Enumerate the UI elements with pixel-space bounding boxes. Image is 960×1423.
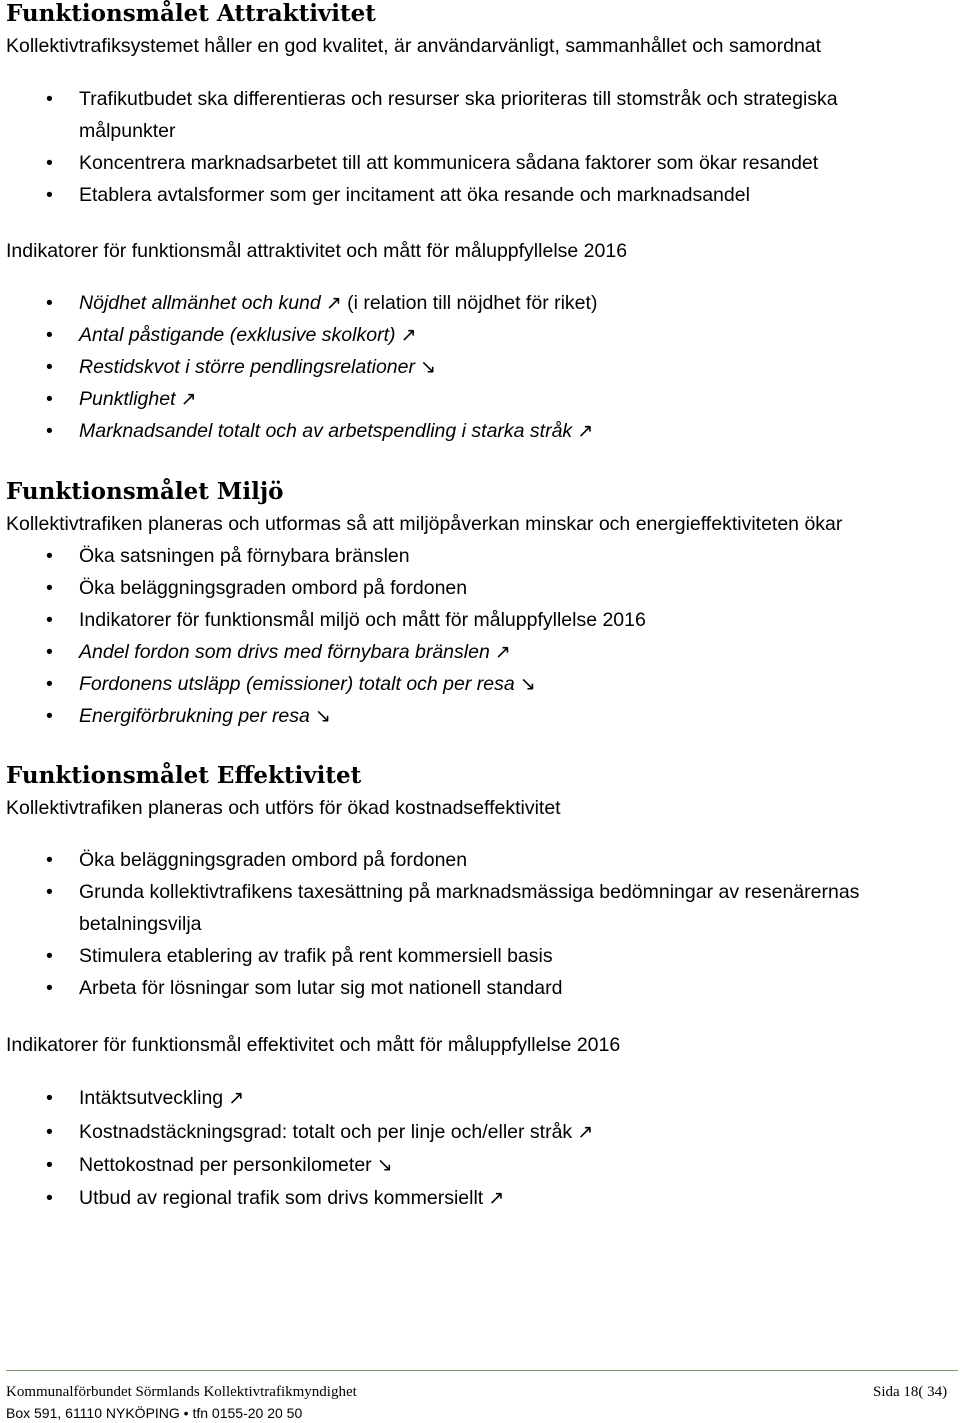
indicator-item [79,420,593,443]
arrow-up-right-icon: ↗ [577,1121,594,1143]
indicators-title-attraktivitet: Indikatorer för funktionsmål attraktivitet och mått för måluppfyllelse 2016 [6,240,628,262]
indicator-item [79,1187,504,1210]
section-intro-miljo: Kollektivtrafiken planeras och utformas så att miljöpåverkan minskar och energieffektiviteten ökar [6,513,843,535]
indicator-item [79,356,436,379]
indicator-text: Restidskvot i större pendlingsrelationer [79,356,415,378]
list-item: • Öka beläggningsgraden ombord på fordonen [79,577,467,600]
indicators-title-effektivitet: Indikatorer för funktionsmål effektivitet och mått för måluppfyllelse 2016 [6,1034,621,1056]
section-heading-miljo: Funktionsmålet Miljö [6,478,284,505]
indicator-item [79,292,597,315]
indicator-item [79,641,511,664]
footer-address: Box 591, 61110 NYKÖPING • tfn 0155-20 20 50 [6,1405,303,1421]
list-item: • Indikatorer för funktionsmål miljö och mått för måluppfyllelse 2016 [79,609,646,632]
indicator-text: Fordonens utsläpp (emissioner) totalt och per resa [79,673,515,695]
indicator-text: Antal påstigande (exklusive skolkort) [79,324,396,346]
indicator-item [79,388,196,411]
arrow-up-right-icon: ↗ [577,420,594,442]
arrow-down-right-icon: ↘ [519,673,536,695]
list-item: • Stimulera etablering av trafik på rent kommersiell basis [79,945,553,968]
section-intro-effektivitet: Kollektivtrafiken planeras och utförs för ökad kostnadseffektivitet [6,797,561,819]
indicator-suffix: (i relation till nöjdhet för riket) [341,292,598,314]
list-item-continuation: betalningsvilja [79,913,202,935]
indicator-item [79,1121,593,1144]
indicator-text: Nettokostnad per personkilometer [79,1154,372,1176]
section-heading-effektivitet: Funktionsmålet Effektivitet [6,762,362,789]
indicator-text: Utbud av regional trafik som drivs kommersiellt [79,1187,484,1209]
indicator-text: Nöjdhet allmänhet och kund [79,292,321,314]
footer-page-number: Sida 18( 34) [873,1384,948,1400]
indicator-item [79,673,536,696]
list-item: • Grunda kollektivtrafikens taxesättning på marknadsmässiga bedömningar av resenärernas [79,881,859,904]
indicator-text: Intäktsutveckling [79,1087,224,1109]
arrow-up-right-icon: ↗ [228,1087,245,1109]
arrow-up-right-icon: ↗ [400,324,417,346]
section-intro-attraktivitet: Kollektivtrafiksystemet håller en god kvalitet, är användarvänligt, sammanhållet och samordnat [6,35,822,57]
arrow-up-right-icon: ↗ [180,388,197,410]
list-item: • Arbeta för lösningar som lutar sig mot nationell standard [79,977,562,1000]
list-item: • Koncentrera marknadsarbetet till att kommunicera sådana faktorer som ökar resandet [79,152,818,175]
arrow-down-right-icon: ↘ [376,1154,393,1176]
indicator-item [79,1154,393,1177]
footer-organization: Kommunalförbundet Sörmlands Kollektivtrafikmyndighet [6,1384,357,1400]
list-item: • Öka satsningen på förnybara bränslen [79,545,410,568]
arrow-down-right-icon: ↘ [314,705,331,727]
indicator-item [79,705,331,728]
list-item-continuation: målpunkter [79,120,176,142]
arrow-up-right-icon: ↗ [488,1187,505,1209]
indicator-text: Punktlighet [79,388,176,410]
indicator-text: Andel fordon som drivs med förnybara bränslen [79,641,490,663]
indicator-item [79,324,416,347]
list-item: • Trafikutbudet ska differentieras och resurser ska prioriteras till stomstråk och strategiska [79,88,838,111]
arrow-down-right-icon: ↘ [420,356,436,378]
arrow-up-right-icon: ↗ [325,292,342,314]
indicator-text: Energiförbrukning per resa [79,705,310,727]
list-item: • Öka beläggningsgraden ombord på fordonen [79,849,467,872]
indicator-item [79,1087,244,1110]
footer-divider [6,1370,958,1371]
indicator-text: Kostnadstäckningsgrad: totalt och per linje och/eller stråk [79,1121,573,1143]
section-heading-attraktivitet: Funktionsmålet Attraktivitet [6,0,376,27]
indicator-text: Marknadsandel totalt och av arbetspendling i starka stråk [79,420,573,442]
list-item: • Etablera avtalsformer som ger incitament att öka resande och marknadsandel [79,184,750,207]
arrow-up-right-icon: ↗ [494,641,511,663]
